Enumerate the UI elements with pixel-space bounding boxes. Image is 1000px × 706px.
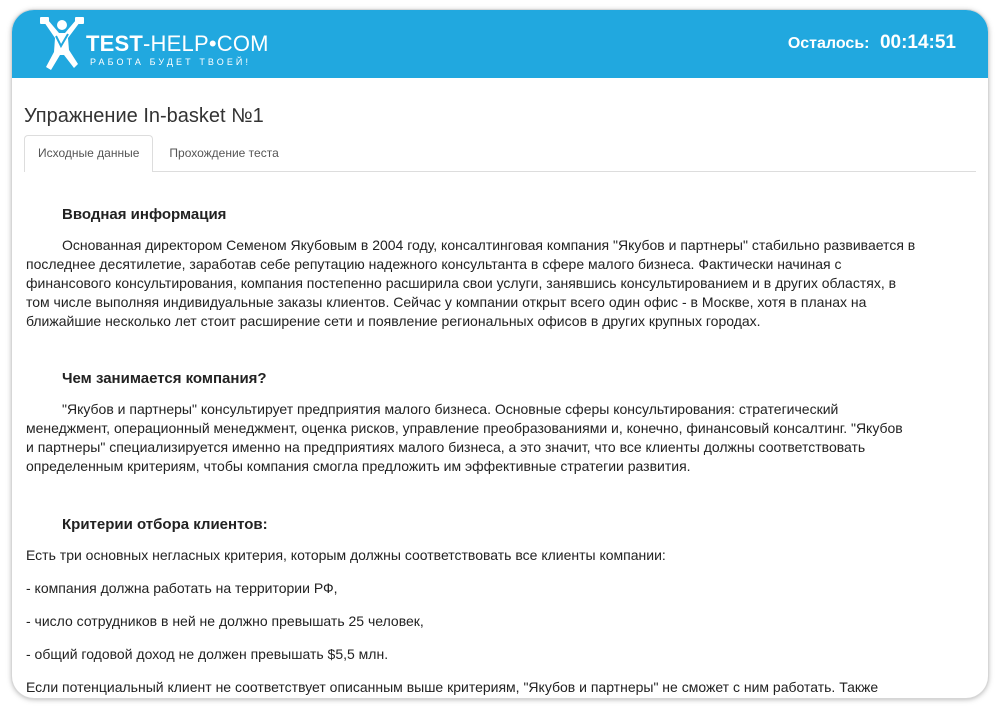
criteria-item: - число сотрудников в ней не должно превышать 25 человек, [26, 613, 424, 629]
logo-wordmark-rest: -HELP•COM [143, 31, 269, 56]
intro-line: том числе выполняя индивидуальные заказы клиентов. Сейчас у компании открыт всего один офис - в Москве, хотя в планах на [26, 294, 867, 310]
intro-line: ближайшие несколько лет стоит расширение сети и появление региональных офисов в других крупных городах. [26, 313, 761, 329]
criteria-after: Если потенциальный клиент не соответствует описанным выше критериям, "Якубов и партнеры" не сможет с ним работать. Также [26, 679, 879, 695]
app-window [12, 10, 988, 698]
section-title-criteria: Критерии отбора клиентов: [62, 516, 268, 533]
criteria-item: - компания должна работать на территории РФ, [26, 580, 338, 596]
jumping-person-logo-icon [38, 16, 86, 74]
intro-line: Основанная директором Семеном Якубовым в 2004 году, консалтинговая компания "Якубов и партнеры" стабильно развивается в [62, 237, 916, 253]
about-line: "Якубов и партнеры" консультирует предприятия малого бизнеса. Основные сферы консультирования: стратегический [62, 401, 839, 417]
section-title-about: Чем занимается компания? [62, 370, 267, 387]
logo-wordmark [86, 31, 269, 57]
about-line: определенным критериям, чтобы компания смогла предложить им эффективные стратегии развития. [26, 458, 691, 474]
criteria-intro: Есть три основных негласных критерия, которым должны соответствовать все клиенты компании: [26, 547, 666, 563]
tab-source-data[interactable]: Исходные данные [24, 135, 153, 172]
about-line: менеджмент, операционный менеджмент, оценка рисков, управление преобразованиями и, конечно, финансовый консалтинг. "Якубов [26, 420, 903, 436]
timer-label: Осталось: [787, 35, 870, 52]
tab-take-test[interactable]: Прохождение теста [169, 146, 279, 160]
countdown-timer [788, 32, 956, 54]
section-title-intro: Вводная информация [62, 206, 227, 223]
logo-wordmark-bold: TEST [86, 31, 144, 56]
timer-value: 00:14:51 [879, 32, 956, 53]
about-paragraph [26, 400, 968, 476]
page-title: Упражнение In-basket №1 [24, 105, 264, 127]
about-line: и партнеры" специализируется именно на предприятиях малого бизнеса, а это значит, что все клиенты должны соответствовать [26, 439, 866, 455]
intro-line: финансового консультирования, компания постепенно расширила свои услуги, занявшись консультированием и в других областях, в [26, 275, 897, 291]
logo-tagline: РАБОТА БУДЕТ ТВОЕЙ! [90, 57, 252, 67]
exercise-content [26, 205, 968, 698]
intro-paragraph [26, 236, 968, 331]
tab-bar [24, 135, 976, 172]
header-bar [12, 10, 988, 78]
criteria-item: - общий годовой доход не должен превышать $5,5 млн. [26, 646, 389, 662]
intro-line: последнее десятилетие, заработав себе репутацию надежного консультанта в сфере малого бизнеса. Фактически начиная с [26, 256, 842, 272]
